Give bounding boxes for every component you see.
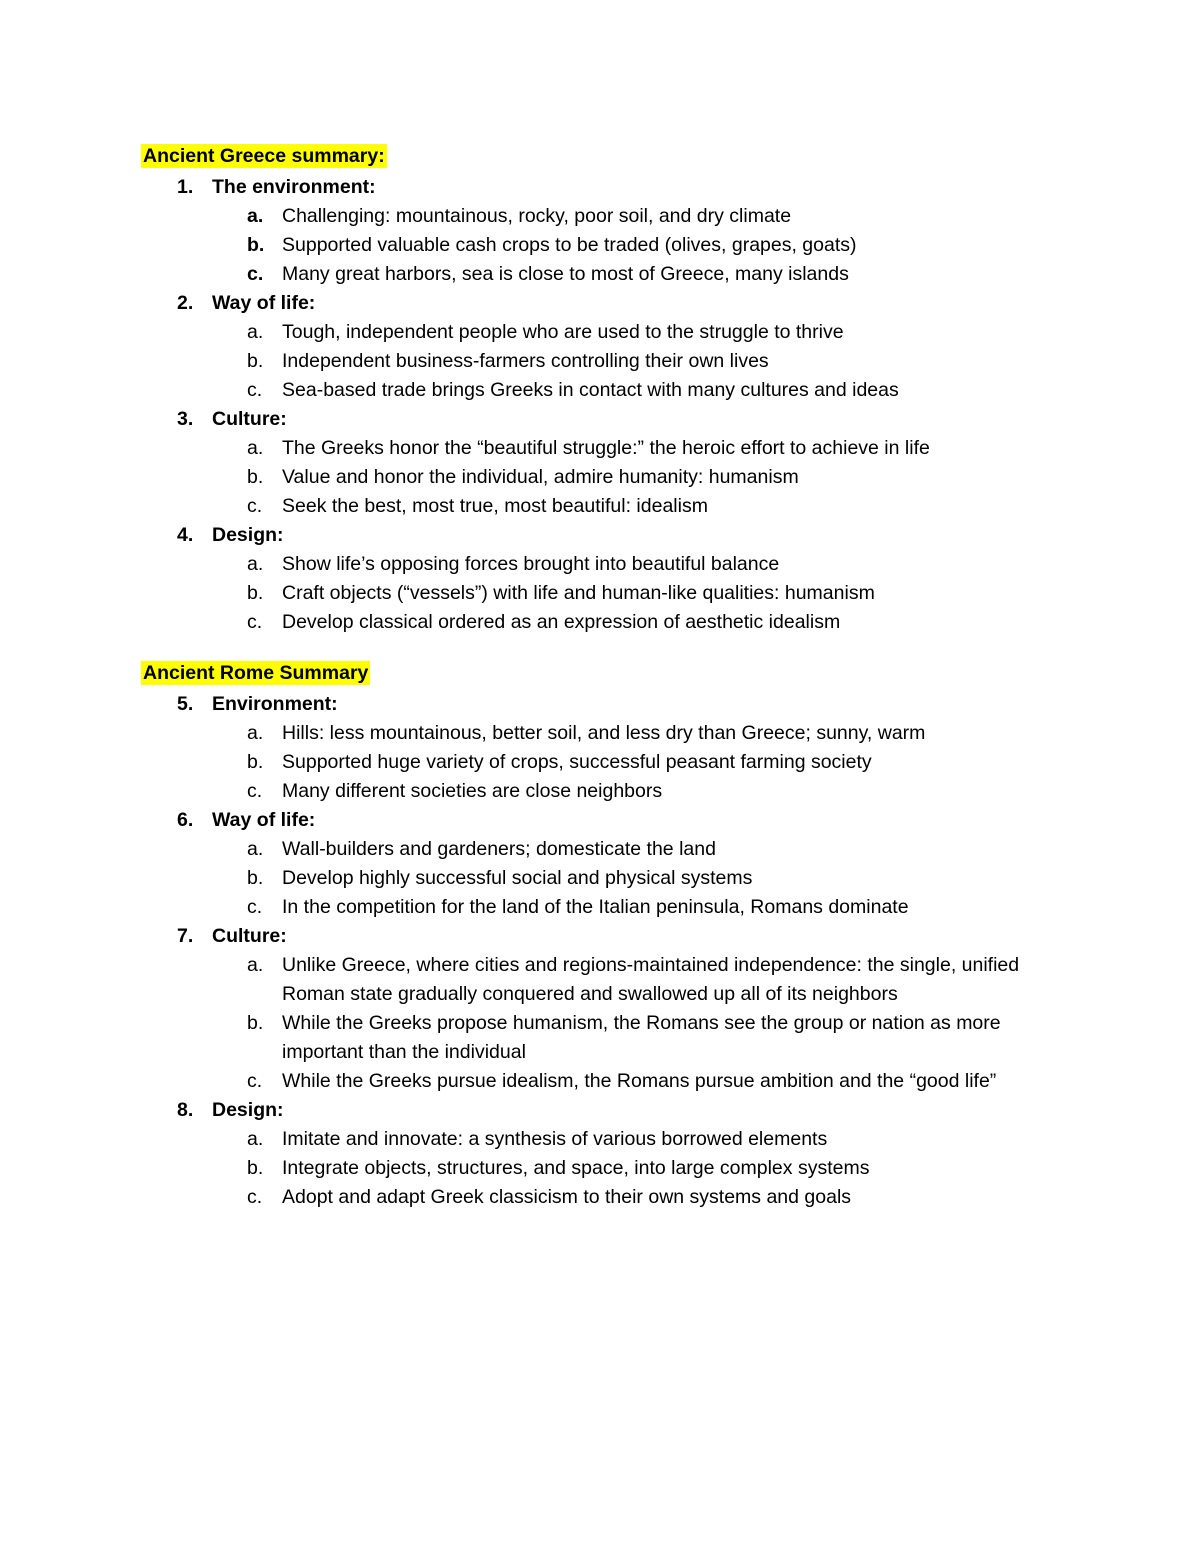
sub-item: [141, 777, 1101, 806]
greece-list: [141, 173, 1101, 637]
sub-item: [141, 260, 1101, 289]
list-item: [141, 289, 1101, 318]
sub-item-letter: c.: [247, 780, 263, 802]
sub-item-text: While the Greeks propose humanism, the Romans see the group or nation as more important than the individual: [282, 1012, 1001, 1063]
rome-heading-row: [141, 661, 1101, 690]
sub-item-letter: a.: [247, 321, 264, 343]
sub-item-text: In the competition for the land of the Italian peninsula, Romans dominate: [282, 896, 909, 918]
item-title: Environment:: [212, 693, 338, 715]
sub-item: [141, 1125, 1101, 1154]
sub-item-text: Integrate objects, structures, and space, into large complex systems: [282, 1157, 870, 1179]
item-title: Design:: [212, 1099, 284, 1121]
sub-item-text: Unlike Greece, where cities and regions-maintained independence: the single, unified Roman state gradually conquered and swallowed up all of its neighbors: [282, 954, 1020, 1005]
sub-item: [141, 1154, 1101, 1183]
list-item: [141, 806, 1101, 835]
sub-item-text: Hills: less mountainous, better soil, and less dry than Greece; sunny, warm: [282, 722, 926, 744]
sub-item-text: Imitate and innovate: a synthesis of various borrowed elements: [282, 1128, 828, 1150]
sub-item: [141, 835, 1101, 864]
sub-item: [141, 1009, 1101, 1067]
list-item: [141, 690, 1101, 719]
list-item: [141, 922, 1101, 951]
sub-item-text: Supported huge variety of crops, successful peasant farming society: [282, 751, 872, 773]
list-item: [141, 173, 1101, 202]
sub-item: [141, 434, 1101, 463]
sub-item-letter: c.: [247, 611, 263, 633]
sub-item: [141, 202, 1101, 231]
rome-section: [141, 661, 1101, 1212]
item-number: 7.: [177, 925, 194, 947]
sub-item-text: Adopt and adapt Greek classicism to their own systems and goals: [282, 1186, 852, 1208]
sub-item-text: Independent business-farmers controlling their own lives: [282, 350, 769, 372]
rome-heading: Ancient Rome Summary: [143, 662, 369, 684]
item-number: 6.: [177, 809, 194, 831]
sub-item-letter: c.: [247, 495, 263, 517]
sub-item: [141, 579, 1101, 608]
sub-item: [141, 748, 1101, 777]
sub-item-letter: a.: [247, 205, 264, 227]
sub-item-letter: c.: [247, 1070, 263, 1092]
sub-item: [141, 864, 1101, 893]
sub-item-text: Craft objects (“vessels”) with life and human-like qualities: humanism: [282, 582, 875, 604]
item-title: Culture:: [212, 925, 287, 947]
sub-item: [141, 347, 1101, 376]
sub-item-text: While the Greeks pursue idealism, the Romans pursue ambition and the “good life”: [282, 1070, 997, 1092]
sub-item-text: Many great harbors, sea is close to most of Greece, many islands: [282, 263, 849, 285]
item-number: 3.: [177, 408, 194, 430]
sub-item-letter: a.: [247, 553, 264, 575]
sub-item-letter: a.: [247, 838, 264, 860]
sub-item-letter: c.: [247, 1186, 263, 1208]
sub-item-letter: b.: [247, 234, 265, 256]
sub-item: [141, 318, 1101, 347]
sub-item-letter: c.: [247, 379, 263, 401]
item-title: Design:: [212, 524, 284, 546]
sub-item-letter: c.: [247, 263, 264, 285]
sub-item: [141, 550, 1101, 579]
sub-item-letter: b.: [247, 867, 264, 889]
sub-item-text: Show life’s opposing forces brought into beautiful balance: [282, 553, 780, 575]
sub-item-text: Sea-based trade brings Greeks in contact with many cultures and ideas: [282, 379, 899, 401]
sub-item-text: Seek the best, most true, most beautiful: idealism: [282, 495, 708, 517]
sub-item-text: Tough, independent people who are used to the struggle to thrive: [282, 321, 844, 343]
item-title: The environment:: [212, 176, 376, 198]
sub-item-text: The Greeks honor the “beautiful struggle:” the heroic effort to achieve in life: [282, 437, 930, 459]
list-item: [141, 1096, 1101, 1125]
item-number: 2.: [177, 292, 194, 314]
sub-item-letter: a.: [247, 722, 264, 744]
sub-item: [141, 231, 1101, 260]
item-title: Culture:: [212, 408, 287, 430]
greece-heading-row: [141, 144, 1101, 173]
sub-item: [141, 608, 1101, 637]
list-item: [141, 405, 1101, 434]
sub-item: [141, 492, 1101, 521]
sub-item-letter: b.: [247, 350, 264, 372]
sub-item-letter: a.: [247, 954, 264, 976]
greece-section: [141, 144, 1101, 637]
sub-item-text: Challenging: mountainous, rocky, poor soil, and dry climate: [282, 205, 792, 227]
sub-item-letter: a.: [247, 437, 264, 459]
item-number: 5.: [177, 693, 194, 715]
sub-item-text: Develop classical ordered as an expression of aesthetic idealism: [282, 611, 841, 633]
sub-item-letter: a.: [247, 1128, 264, 1150]
item-title: Way of life:: [212, 292, 316, 314]
sub-item-letter: b.: [247, 582, 264, 604]
sub-item-text: Value and honor the individual, admire humanity: humanism: [282, 466, 799, 488]
list-item: [141, 521, 1101, 550]
item-number: 8.: [177, 1099, 194, 1121]
sub-item-letter: c.: [247, 896, 263, 918]
sub-item-letter: b.: [247, 751, 264, 773]
sub-item: [141, 1183, 1101, 1212]
item-number: 4.: [177, 524, 194, 546]
sub-item: [141, 376, 1101, 405]
item-number: 1.: [177, 176, 194, 198]
sub-item: [141, 719, 1101, 748]
item-title: Way of life:: [212, 809, 316, 831]
sub-item-letter: b.: [247, 466, 264, 488]
sub-item: [141, 1067, 1101, 1096]
sub-item-text: Supported valuable cash crops to be traded (olives, grapes, goats): [282, 234, 857, 256]
sub-item-text: Wall-builders and gardeners; domesticate the land: [282, 838, 716, 860]
greece-heading: Ancient Greece summary:: [143, 145, 385, 167]
sub-item-text: Develop highly successful social and physical systems: [282, 867, 753, 889]
sub-item-text: Many different societies are close neighbors: [282, 780, 663, 802]
sub-item: [141, 893, 1101, 922]
rome-list: [141, 690, 1101, 1212]
sub-item-letter: b.: [247, 1012, 264, 1034]
sub-item: [141, 463, 1101, 492]
sub-item: [141, 951, 1101, 1009]
sub-item-letter: b.: [247, 1157, 264, 1179]
